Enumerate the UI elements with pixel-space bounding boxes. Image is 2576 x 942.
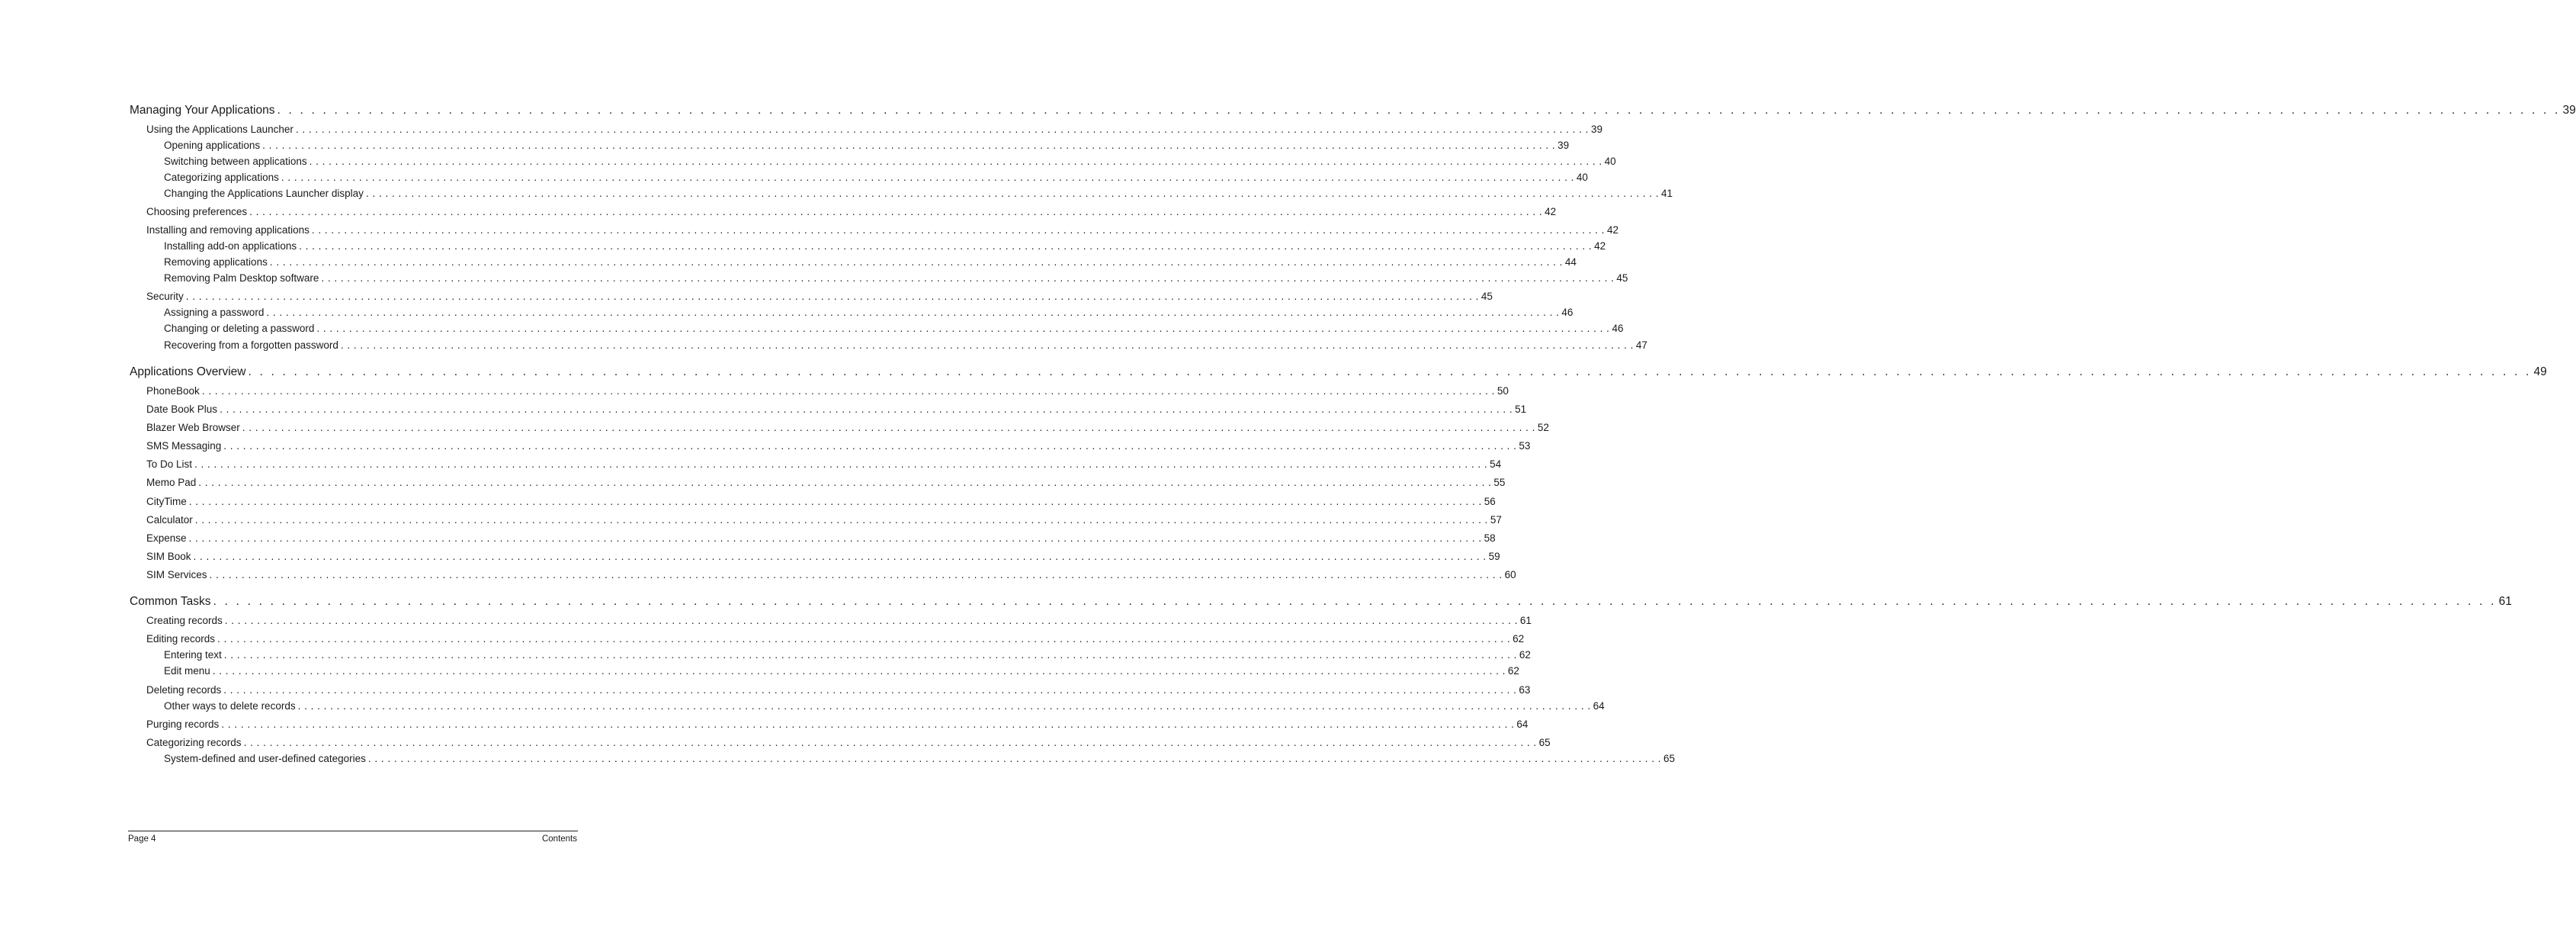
toc-entry-page: 57	[1490, 514, 1502, 526]
dot-leader: . . . . . . . . . . . . . . . . . . . . . . . . . . . . . . . . . . . . . . . . . . . . . . . . . . . . . . . . . . . . . . . . . . . . . . . . . . . . . . . . . . . . . . . . . . . . . . . . . . . . . . . . . . . . . . . . . . . . . . . . . . . . . . . . . . . . . . . . . . . . . . . . . . . . . . . . . . . . . . . . . . . . . . . . . . . . . . . . . . . . . . . . . . . . . . . . . . . . . . . .	[295, 124, 1589, 135]
toc-entry-page: 42	[1594, 240, 1606, 252]
toc-entry[interactable]	[164, 256, 1577, 268]
toc-entry-page: 45	[1616, 272, 1628, 284]
toc-entry-title: SIM Book	[146, 551, 191, 562]
dot-leader: . . . . . . . . . . . . . . . . . . . . . . . . . . . . . . . . . . . . . . . . . . . . . . . . . . . . . . . . . . . . . . . . . . . . . . . . . . . . . . . . . . . . . . . . . . . . . . . . . . . . . . . . . . . . . . . . . . . . . . . . . . . . . . . . . . . . . . . . . . . . . . . . . . . . . . . . . . . . . . . . . . . . . . . . . . . . . . . . . . . . . . . . . . . . . . . . . . . . . . . .	[217, 633, 1511, 645]
toc-entry-title: Choosing preferences	[146, 206, 248, 217]
toc-entry-page: 65	[1663, 753, 1675, 764]
toc-entry-page: 65	[1538, 737, 1551, 748]
toc-entry-title: Date Book Plus	[146, 403, 218, 415]
toc-entry[interactable]	[146, 385, 1509, 397]
toc-entry-page: 61	[1519, 615, 1532, 626]
toc-entry[interactable]	[164, 665, 1519, 677]
toc-entry-page: 58	[1484, 532, 1496, 544]
toc-entry[interactable]	[146, 633, 1525, 645]
toc-entry-page: 39	[1557, 140, 1570, 151]
toc-entry[interactable]	[146, 291, 1493, 302]
toc-entry[interactable]	[146, 551, 1500, 562]
toc-entry-title: Other ways to delete records	[164, 700, 296, 712]
toc-entry[interactable]	[146, 615, 1532, 626]
toc-entry-page: 51	[1515, 403, 1527, 415]
toc-entry-title: Removing Palm Desktop software	[164, 272, 319, 284]
dot-leader: . . . . . . . . . . . . . . . . . . . . . . . . . . . . . . . . . . . . . . . . . . . . . . . . . . . . . . . . . . . . . . . . . . . . . . . . . . . . . . . . . . . . . . . . . . . . . . . . . . . . . . . . . . . . . . . . . . . . . . . . . . . . . . . . . . . . . . . . . . . . . . . . . . . . . . . . . . . . . . . . . . . . . . . . . . . . . . . . . . . . . . . . . . . . . . . . . . . . . . . .	[201, 385, 1495, 397]
toc-entry-title: Edit menu	[164, 665, 210, 677]
toc-entry-title: Entering text	[164, 649, 222, 661]
dot-leader: . . . . . . . . . . . . . . . . . . . . . . . . . . . . . . . . . . . . . . . . . . . . . . . . . . . . . . . . . . . . . . . . . . . . . . . . . . . . . . . . . . . . . . . . . . . . . . . . . . . . . . . . . . . . . . . . . . . . . . . . . . . . . . . . . . . . . . . . . . . . . . . . . . . . . . . . . . . . . . . . . . . . . . . . . . . . . . . . . . . . . . . . . . . . . . . . . . . . . . . .	[220, 403, 1513, 415]
toc-entry[interactable]	[164, 156, 1616, 167]
toc-entry-page: 44	[1564, 256, 1577, 268]
toc-entry-title: PhoneBook	[146, 385, 200, 397]
toc-entry-page: 53	[1519, 440, 1531, 452]
toc-entry[interactable]	[146, 458, 1502, 470]
toc-entry[interactable]	[164, 240, 1606, 252]
toc-entry-page: 40	[1604, 156, 1616, 167]
dot-leader: . . . . . . . . . . . . . . . . . . . . . . . . . . . . . . . . . . . . . . . . . . . . . . . . . . . . . . . . . . . . . . . . . . . . . . . . . . . . . . . . . . . . . . . . . . . . . . . . . . . . . . . . . . . . . . . . . . . . . . . . . . . . . . . . . . . . . . . . . . . . . . . . . . . . . . . . . . . . . . . . . . . . . . . . . . . . . . . . . . . . . . . . . . . . . . . . . . . . . . . .	[365, 188, 1659, 199]
toc-entry[interactable]	[146, 496, 1496, 507]
dot-leader: . . . . . . . . . . . . . . . . . . . . . . . . . . . . . . . . . . . . . . . . . . . . . . . . . . . . . . . . . . . . . . . . . . . . . . . . . . . . . . . . . . . . . . . . . . . . . . . . . . . . . . . . . . . . . . . . . . . . . . . . . . . . . . . . . . . . . . . . . . . . . . . . . . . . . . . . . . . . . . . . . . . . . . . . . . . . . . . . . . . . . . . . . . . . . . . . . . . . . . . .	[198, 477, 1492, 488]
toc-entry-title: Categorizing applications	[164, 172, 279, 183]
toc-chapter[interactable]	[130, 595, 2512, 609]
toc-entry-page: 55	[1493, 477, 1506, 488]
toc-entry[interactable]	[146, 569, 1516, 580]
toc-entry-page: 62	[1519, 649, 1531, 661]
toc-entry-title: Security	[146, 291, 184, 302]
dot-leader: . . . . . . . . . . . . . . . . . . . . . . . . . . . . . . . . . . . . . . . . . . . . . . . . . . . . . . . . . . . . . . . . . . . . . . . . . . . . . . . . . . . . . . . . . . . . . . . . . . . . . . . . . . . . . . . . . . . . . . . . . . . . . . . . . . . . . . . . . . . . . . . . . . . . . . . . . . . . . . . . . . . . . . . . . . . . . . . . . . . . . . . . . . . . . . . . . . . . . . . .	[209, 569, 1503, 580]
dot-leader: . . . . . . . . . . . . . . . . . . . . . . . . . . . . . . . . . . . . . . . . . . . . . . . . . . . . . . . . . . . . . . . . . . . . . . . . . . . . . . . . . . . . . . . . . . . . . . . . . . . . . . . . . . . . . . . . . . . . . . . . . . . . . . . . . . . . . . . . . . . . . . . . . . . . . . . . . . . . . . . . . . . . . . . . . . . . . . . . . . . . . . . . . . . . . . . . . . . . . . . .	[266, 307, 1560, 318]
toc-entry-page: 49	[2533, 365, 2547, 378]
toc-entry-title: Categorizing records	[146, 737, 242, 748]
toc-entry[interactable]	[146, 124, 1602, 135]
dot-leader: . . . . . . . . . . . . . . . . . . . . . . . . . . . . . . . . . . . . . . . . . . . . . . . . . . . . . . . . . . . . . . . . . . . . . . . . . . . . . . . . . . . . . . . . . . . . . . . . . . . . . . . . . . . . . . . . . . . . . . . . . . . . . . . . . . . . . . . . . . . . . . . . . . . . . . . . . . . . . . . . . . . . . . . . . . . . . . . . . . . . . . . . . . . . . . . . . . . . . . . .	[277, 104, 2561, 117]
dot-leader: . . . . . . . . . . . . . . . . . . . . . . . . . . . . . . . . . . . . . . . . . . . . . . . . . . . . . . . . . . . . . . . . . . . . . . . . . . . . . . . . . . . . . . . . . . . . . . . . . . . . . . . . . . . . . . . . . . . . . . . . . . . . . . . . . . . . . . . . . . . . . . . . . . . . . . . . . . . . . . . . . . . . . . . . . . . . . . . . . . . . . . . . . . . . . . . . . . . . . . . .	[242, 422, 1535, 433]
footer-page-number: Page 4	[128, 834, 156, 844]
toc-entry-title: Assigning a password	[164, 307, 265, 318]
toc-entry[interactable]	[164, 140, 1570, 151]
dot-leader: . . . . . . . . . . . . . . . . . . . . . . . . . . . . . . . . . . . . . . . . . . . . . . . . . . . . . . . . . . . . . . . . . . . . . . . . . . . . . . . . . . . . . . . . . . . . . . . . . . . . . . . . . . . . . . . . . . . . . . . . . . . . . . . . . . . . . . . . . . . . . . . . . . . . . . . . . . . . . . . . . . . . . . . . . . . . . . . . . . . . . . . . . . . . . . . . . . . . . . . .	[223, 440, 1517, 452]
toc-entry-title: Changing the Applications Launcher display	[164, 188, 364, 199]
toc-entry-title: Installing and removing applications	[146, 224, 310, 236]
dot-leader: . . . . . . . . . . . . . . . . . . . . . . . . . . . . . . . . . . . . . . . . . . . . . . . . . . . . . . . . . . . . . . . . . . . . . . . . . . . . . . . . . . . . . . . . . . . . . . . . . . . . . . . . . . . . . . . . . . . . . . . . . . . . . . . . . . . . . . . . . . . . . . . . . . . . . . . . . . . . . . . . . . . . . . . . . . . . . . . . . . . . . . . . . . . . . . . . . . . . . . . .	[297, 700, 1591, 712]
dot-leader: . . . . . . . . . . . . . . . . . . . . . . . . . . . . . . . . . . . . . . . . . . . . . . . . . . . . . . . . . . . . . . . . . . . . . . . . . . . . . . . . . . . . . . . . . . . . . . . . . . . . . . . . . . . . . . . . . . . . . . . . . . . . . . . . . . . . . . . . . . . . . . . . . . . . . . . . . . . . . . . . . . . . . . . . . . . . . . . . . . . . . . . . . . . . . . . . . . . . . . . .	[299, 240, 1593, 252]
toc-entry-title: CityTime	[146, 496, 187, 507]
toc-entry-title: SMS Messaging	[146, 440, 222, 452]
toc-entry[interactable]	[164, 272, 1628, 284]
toc-entry[interactable]	[146, 514, 1502, 526]
toc-entry-page: 64	[1516, 719, 1529, 730]
dot-leader: . . . . . . . . . . . . . . . . . . . . . . . . . . . . . . . . . . . . . . . . . . . . . . . . . . . . . . . . . . . . . . . . . . . . . . . . . . . . . . . . . . . . . . . . . . . . . . . . . . . . . . . . . . . . . . . . . . . . . . . . . . . . . . . . . . . . . . . . . . . . . . . . . . . . . . . . . . . . . . . . . . . . . . . . . . . . . . . . . . . . . . . . . . . . . . . . . . . . . . . .	[340, 339, 1634, 351]
dot-leader: . . . . . . . . . . . . . . . . . . . . . . . . . . . . . . . . . . . . . . . . . . . . . . . . . . . . . . . . . . . . . . . . . . . . . . . . . . . . . . . . . . . . . . . . . . . . . . . . . . . . . . . . . . . . . . . . . . . . . . . . . . . . . . . . . . . . . . . . . . . . . . . . . . . . . . . . . . . . . . . . . . . . . . . . . . . . . . . . . . . . . . . . . . . . . . . . . . . . . . . .	[194, 458, 1488, 470]
dot-leader: . . . . . . . . . . . . . . . . . . . . . . . . . . . . . . . . . . . . . . . . . . . . . . . . . . . . . . . . . . . . . . . . . . . . . . . . . . . . . . . . . . . . . . . . . . . . . . . . . . . . . . . . . . . . . . . . . . . . . . . . . . . . . . . . . . . . . . . . . . . . . . . . . . . . . . . . . . . . . . . . . . . . . . . . . . . . . . . . . . . . . . . . . . . . . . . . . . . . . . . .	[249, 206, 1543, 217]
dot-leader: . . . . . . . . . . . . . . . . . . . . . . . . . . . . . . . . . . . . . . . . . . . . . . . . . . . . . . . . . . . . . . . . . . . . . . . . . . . . . . . . . . . . . . . . . . . . . . . . . . . . . . . . . . . . . . . . . . . . . . . . . . . . . . . . . . . . . . . . . . . . . . . . . . . . . . . . . . . . . . . . . . . . . . . . . . . . . . . . . . . . . . . . . . . . . . . . . . . . . . . .	[221, 719, 1515, 730]
toc-entry-page: 47	[1635, 339, 1647, 351]
toc-entry-page: 54	[1490, 458, 1502, 470]
toc-entry-page: 52	[1537, 422, 1549, 433]
dot-leader: . . . . . . . . . . . . . . . . . . . . . . . . . . . . . . . . . . . . . . . . . . . . . . . . . . . . . . . . . . . . . . . . . . . . . . . . . . . . . . . . . . . . . . . . . . . . . . . . . . . . . . . . . . . . . . . . . . . . . . . . . . . . . . . . . . . . . . . . . . . . . . . . . . . . . . . . . . . . . . . . . . . . . . . . . . . . . . . . . . . . . . . . . . . . . . . . . . . . . . . .	[193, 551, 1487, 562]
toc-entry[interactable]	[146, 719, 1529, 730]
toc-entry-title: Switching between applications	[164, 156, 307, 167]
dot-leader: . . . . . . . . . . . . . . . . . . . . . . . . . . . . . . . . . . . . . . . . . . . . . . . . . . . . . . . . . . . . . . . . . . . . . . . . . . . . . . . . . . . . . . . . . . . . . . . . . . . . . . . . . . . . . . . . . . . . . . . . . . . . . . . . . . . . . . . . . . . . . . . . . . . . . . . . . . . . . . . . . . . . . . . . . . . . . . . . . . . . . . . . . . . . . . . . . . . . . . . .	[213, 595, 2497, 608]
toc-entry-title: Opening applications	[164, 140, 261, 151]
footer-section-name: Contents	[541, 834, 577, 844]
toc-entry-page: 64	[1593, 700, 1605, 712]
dot-leader: . . . . . . . . . . . . . . . . . . . . . . . . . . . . . . . . . . . . . . . . . . . . . . . . . . . . . . . . . . . . . . . . . . . . . . . . . . . . . . . . . . . . . . . . . . . . . . . . . . . . . . . . . . . . . . . . . . . . . . . . . . . . . . . . . . . . . . . . . . . . . . . . . . . . . . . . . . . . . . . . . . . . . . . . . . . . . . . . . . . . . . . . . . . . . . . . . . . . . . . .	[188, 532, 1482, 544]
toc-entry-title: Blazer Web Browser	[146, 422, 240, 433]
toc-entry[interactable]	[164, 188, 1673, 199]
toc-entry-title: Calculator	[146, 514, 193, 526]
toc-entry-title: Expense	[146, 532, 187, 544]
toc-entry[interactable]	[146, 737, 1551, 748]
dot-leader: . . . . . . . . . . . . . . . . . . . . . . . . . . . . . . . . . . . . . . . . . . . . . . . . . . . . . . . . . . . . . . . . . . . . . . . . . . . . . . . . . . . . . . . . . . . . . . . . . . . . . . . . . . . . . . . . . . . . . . . . . . . . . . . . . . . . . . . . . . . . . . . . . . . . . . . . . . . . . . . . . . . . . . . . . . . . . . . . . . . . . . . . . . . . . . . . . . . . . . . .	[188, 496, 1482, 507]
toc-entry-page: 62	[1507, 665, 1519, 677]
toc-entry[interactable]	[146, 440, 1531, 452]
toc-entry-title: Managing Your Applications	[130, 104, 275, 117]
toc-entry-title: Installing add-on applications	[164, 240, 297, 252]
toc-entry[interactable]	[164, 649, 1531, 661]
toc-entry[interactable]	[146, 403, 1527, 415]
toc-entry-page: 40	[1576, 172, 1588, 183]
toc-entry-page: 62	[1513, 633, 1525, 645]
toc-entry-title: Purging records	[146, 719, 220, 730]
dot-leader: . . . . . . . . . . . . . . . . . . . . . . . . . . . . . . . . . . . . . . . . . . . . . . . . . . . . . . . . . . . . . . . . . . . . . . . . . . . . . . . . . . . . . . . . . . . . . . . . . . . . . . . . . . . . . . . . . . . . . . . . . . . . . . . . . . . . . . . . . . . . . . . . . . . . . . . . . . . . . . . . . . . . . . . . . . . . . . . . . . . . . . . . . . . . . . . . . . . . . . . .	[269, 256, 1563, 268]
toc-entry[interactable]	[146, 477, 1506, 488]
toc-entry-title: Changing or deleting a password	[164, 323, 315, 334]
dot-leader: . . . . . . . . . . . . . . . . . . . . . . . . . . . . . . . . . . . . . . . . . . . . . . . . . . . . . . . . . . . . . . . . . . . . . . . . . . . . . . . . . . . . . . . . . . . . . . . . . . . . . . . . . . . . . . . . . . . . . . . . . . . . . . . . . . . . . . . . . . . . . . . . . . . . . . . . . . . . . . . . . . . . . . . . . . . . . . . . . . . . . . . . . . . . . . . . . . . . . . . .	[309, 156, 1602, 167]
toc-entry-page: 59	[1488, 551, 1500, 562]
dot-leader: . . . . . . . . . . . . . . . . . . . . . . . . . . . . . . . . . . . . . . . . . . . . . . . . . . . . . . . . . . . . . . . . . . . . . . . . . . . . . . . . . . . . . . . . . . . . . . . . . . . . . . . . . . . . . . . . . . . . . . . . . . . . . . . . . . . . . . . . . . . . . . . . . . . . . . . . . . . . . . . . . . . . . . . . . . . . . . . . . . . . . . . . . . . . . . . . . . . . . . . .	[223, 684, 1517, 696]
toc-entry-page: 50	[1497, 385, 1509, 397]
dot-leader: . . . . . . . . . . . . . . . . . . . . . . . . . . . . . . . . . . . . . . . . . . . . . . . . . . . . . . . . . . . . . . . . . . . . . . . . . . . . . . . . . . . . . . . . . . . . . . . . . . . . . . . . . . . . . . . . . . . . . . . . . . . . . . . . . . . . . . . . . . . . . . . . . . . . . . . . . . . . . . . . . . . . . . . . . . . . . . . . . . . . . . . . . . . . . . . . . . . . . . . .	[262, 140, 1556, 151]
toc-entry-title: Using the Applications Launcher	[146, 124, 294, 135]
toc-entry-title: Deleting records	[146, 684, 222, 696]
toc-chapter[interactable]	[130, 365, 2547, 379]
toc-entry[interactable]	[146, 532, 1496, 544]
toc-entry-title: SIM Services	[146, 569, 207, 580]
toc-entry-title: Editing records	[146, 633, 216, 645]
toc-entry[interactable]	[164, 700, 1605, 712]
toc-entry-title: Memo Pad	[146, 477, 197, 488]
toc-entry-page: 56	[1484, 496, 1496, 507]
toc-entry-page: 39	[1590, 124, 1602, 135]
toc-entry-page: 63	[1519, 684, 1531, 696]
toc-entry-title: Removing applications	[164, 256, 268, 268]
toc-entry-page: 39	[2562, 104, 2576, 117]
toc-entry-title: Recovering from a forgotten password	[164, 339, 338, 351]
toc-entry[interactable]	[164, 339, 1647, 351]
dot-leader: . . . . . . . . . . . . . . . . . . . . . . . . . . . . . . . . . . . . . . . . . . . . . . . . . . . . . . . . . . . . . . . . . . . . . . . . . . . . . . . . . . . . . . . . . . . . . . . . . . . . . . . . . . . . . . . . . . . . . . . . . . . . . . . . . . . . . . . . . . . . . . . . . . . . . . . . . . . . . . . . . . . . . . . . . . . . . . . . . . . . . . . . . . . . . . . . . . . . . . . .	[311, 224, 1605, 236]
toc-entry-page: 46	[1612, 323, 1624, 334]
toc-entry-page: 42	[1545, 206, 1557, 217]
dot-leader: . . . . . . . . . . . . . . . . . . . . . . . . . . . . . . . . . . . . . . . . . . . . . . . . . . . . . . . . . . . . . . . . . . . . . . . . . . . . . . . . . . . . . . . . . . . . . . . . . . . . . . . . . . . . . . . . . . . . . . . . . . . . . . . . . . . . . . . . . . . . . . . . . . . . . . . . . . . . . . . . . . . . . . . . . . . . . . . . . . . . . . . . . . . . . . . . . . . . . . . .	[281, 172, 1574, 183]
dot-leader: . . . . . . . . . . . . . . . . . . . . . . . . . . . . . . . . . . . . . . . . . . . . . . . . . . . . . . . . . . . . . . . . . . . . . . . . . . . . . . . . . . . . . . . . . . . . . . . . . . . . . . . . . . . . . . . . . . . . . . . . . . . . . . . . . . . . . . . . . . . . . . . . . . . . . . . . . . . . . . . . . . . . . . . . . . . . . . . . . . . . . . . . . . . . . . . . . . . . . . . .	[316, 323, 1610, 334]
dot-leader: . . . . . . . . . . . . . . . . . . . . . . . . . . . . . . . . . . . . . . . . . . . . . . . . . . . . . . . . . . . . . . . . . . . . . . . . . . . . . . . . . . . . . . . . . . . . . . . . . . . . . . . . . . . . . . . . . . . . . . . . . . . . . . . . . . . . . . . . . . . . . . . . . . . . . . . . . . . . . . . . . . . . . . . . . . . . . . . . . . . . . . . . . . . . . . . . . . . . . . . .	[194, 514, 1488, 526]
toc-entry-page: 45	[1480, 291, 1493, 302]
dot-leader: . . . . . . . . . . . . . . . . . . . . . . . . . . . . . . . . . . . . . . . . . . . . . . . . . . . . . . . . . . . . . . . . . . . . . . . . . . . . . . . . . . . . . . . . . . . . . . . . . . . . . . . . . . . . . . . . . . . . . . . . . . . . . . . . . . . . . . . . . . . . . . . . . . . . . . . . . . . . . . . . . . . . . . . . . . . . . . . . . . . . . . . . . . . . . . . . . . . . . . . .	[321, 272, 1615, 284]
toc-entry-title: To Do List	[146, 458, 193, 470]
toc-entry[interactable]	[146, 684, 1531, 696]
dot-leader: . . . . . . . . . . . . . . . . . . . . . . . . . . . . . . . . . . . . . . . . . . . . . . . . . . . . . . . . . . . . . . . . . . . . . . . . . . . . . . . . . . . . . . . . . . . . . . . . . . . . . . . . . . . . . . . . . . . . . . . . . . . . . . . . . . . . . . . . . . . . . . . . . . . . . . . . . . . . . . . . . . . . . . . . . . . . . . . . . . . . . . . . . . . . . . . . . . . . . . . .	[212, 665, 1506, 677]
dot-leader: . . . . . . . . . . . . . . . . . . . . . . . . . . . . . . . . . . . . . . . . . . . . . . . . . . . . . . . . . . . . . . . . . . . . . . . . . . . . . . . . . . . . . . . . . . . . . . . . . . . . . . . . . . . . . . . . . . . . . . . . . . . . . . . . . . . . . . . . . . . . . . . . . . . . . . . . . . . . . . . . . . . . . . . . . . . . . . . . . . . . . . . . . . . . . . . . . . . . . . . .	[224, 615, 1518, 626]
toc-entry-page: 41	[1660, 188, 1673, 199]
toc-entry[interactable]	[164, 172, 1588, 183]
toc-entry-page: 60	[1504, 569, 1516, 580]
toc-entry[interactable]	[146, 206, 1557, 217]
toc-chapter[interactable]	[130, 104, 2576, 117]
dot-leader: . . . . . . . . . . . . . . . . . . . . . . . . . . . . . . . . . . . . . . . . . . . . . . . . . . . . . . . . . . . . . . . . . . . . . . . . . . . . . . . . . . . . . . . . . . . . . . . . . . . . . . . . . . . . . . . . . . . . . . . . . . . . . . . . . . . . . . . . . . . . . . . . . . . . . . . . . . . . . . . . . . . . . . . . . . . . . . . . . . . . . . . . . . . . . . . . . . . . . . . .	[185, 291, 1479, 302]
toc-entry-page: 46	[1561, 307, 1574, 318]
toc-entry-page: 61	[2498, 595, 2512, 608]
toc-entry-title: Applications Overview	[130, 365, 246, 378]
toc-entry[interactable]	[164, 307, 1574, 318]
toc-entry-title: System-defined and user-defined categories	[164, 753, 366, 764]
toc-entry[interactable]	[146, 224, 1618, 236]
dot-leader: . . . . . . . . . . . . . . . . . . . . . . . . . . . . . . . . . . . . . . . . . . . . . . . . . . . . . . . . . . . . . . . . . . . . . . . . . . . . . . . . . . . . . . . . . . . . . . . . . . . . . . . . . . . . . . . . . . . . . . . . . . . . . . . . . . . . . . . . . . . . . . . . . . . . . . . . . . . . . . . . . . . . . . . . . . . . . . . . . . . . . . . . . . . . . . . . . . . . . . . .	[223, 649, 1517, 661]
toc-entry-page: 42	[1606, 224, 1618, 236]
toc-entry-title: Creating records	[146, 615, 223, 626]
toc-entry[interactable]	[164, 753, 1675, 764]
toc-entry[interactable]	[146, 422, 1549, 433]
dot-leader: . . . . . . . . . . . . . . . . . . . . . . . . . . . . . . . . . . . . . . . . . . . . . . . . . . . . . . . . . . . . . . . . . . . . . . . . . . . . . . . . . . . . . . . . . . . . . . . . . . . . . . . . . . . . . . . . . . . . . . . . . . . . . . . . . . . . . . . . . . . . . . . . . . . . . . . . . . . . . . . . . . . . . . . . . . . . . . . . . . . . . . . . . . . . . . . . . . . . . . . .	[243, 737, 1537, 748]
dot-leader: . . . . . . . . . . . . . . . . . . . . . . . . . . . . . . . . . . . . . . . . . . . . . . . . . . . . . . . . . . . . . . . . . . . . . . . . . . . . . . . . . . . . . . . . . . . . . . . . . . . . . . . . . . . . . . . . . . . . . . . . . . . . . . . . . . . . . . . . . . . . . . . . . . . . . . . . . . . . . . . . . . . . . . . . . . . . . . . . . . . . . . . . . . . . . . . . . . . . . . . .	[367, 753, 1661, 764]
toc-entry-title: Common Tasks	[130, 595, 211, 608]
dot-leader: . . . . . . . . . . . . . . . . . . . . . . . . . . . . . . . . . . . . . . . . . . . . . . . . . . . . . . . . . . . . . . . . . . . . . . . . . . . . . . . . . . . . . . . . . . . . . . . . . . . . . . . . . . . . . . . . . . . . . . . . . . . . . . . . . . . . . . . . . . . . . . . . . . . . . . . . . . . . . . . . . . . . . . . . . . . . . . . . . . . . . . . . . . . . . . . . . . . . . . . .	[248, 365, 2532, 378]
toc-entry[interactable]	[164, 323, 1624, 334]
